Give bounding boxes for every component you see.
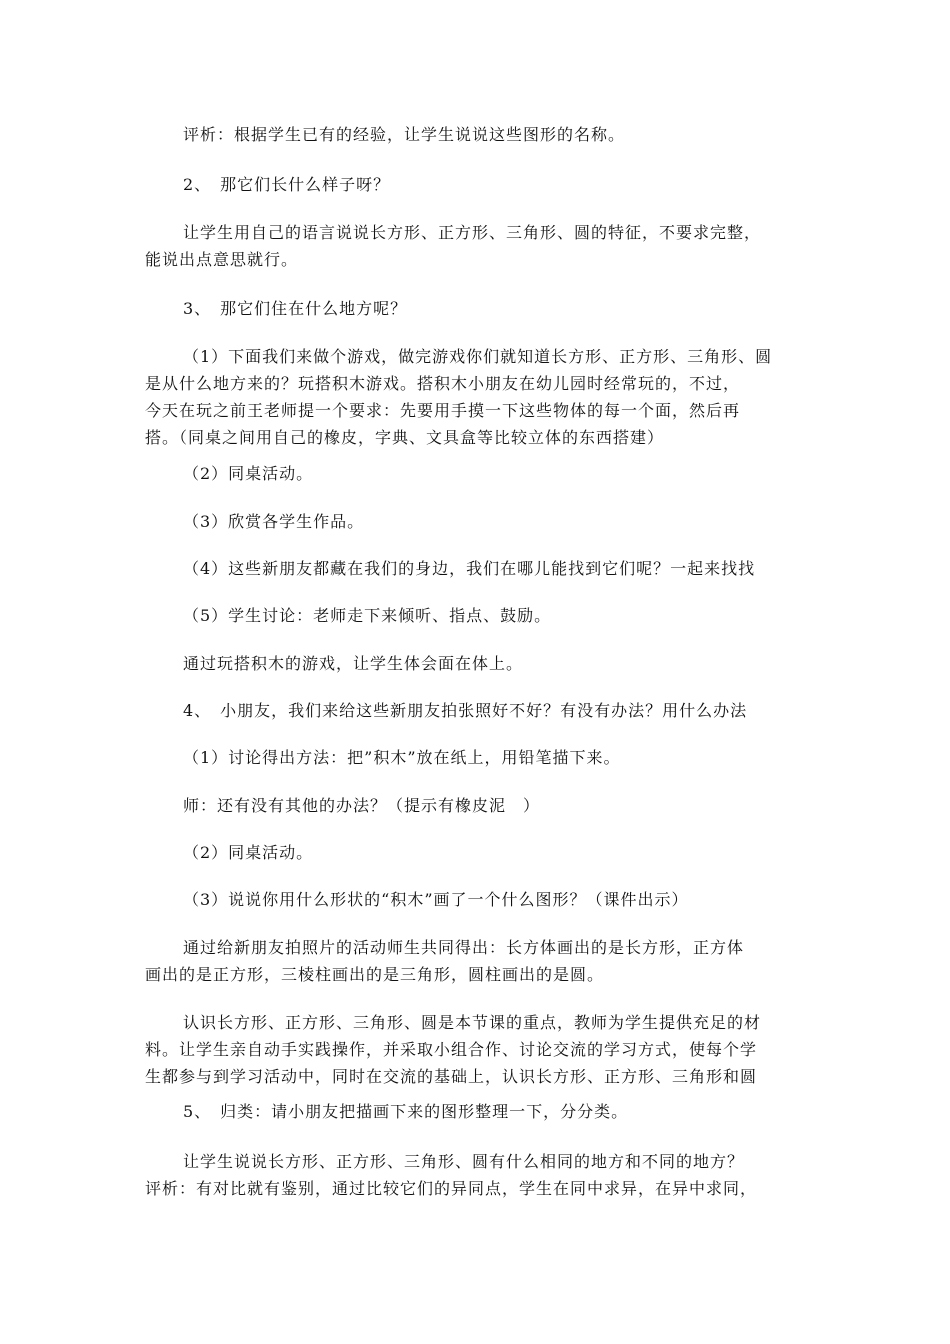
text-line: 认识长方形、正方形、三角形、圆是本节课的重点，教师为学生提供充足的材 xyxy=(183,1013,762,1032)
paragraph-7 xyxy=(145,508,810,535)
text-line: 是从什么地方来的？玩搭积木游戏。搭积木小朋友在幼儿园时经常玩的，不过， xyxy=(145,374,741,393)
paragraph-11 xyxy=(145,697,810,724)
paragraph-18 xyxy=(145,1098,810,1125)
text-line: （3）说说你用什么形状的“积木”画了一个什么图形？（课件出示） xyxy=(183,890,689,909)
paragraph-14 xyxy=(145,839,810,866)
text-line: 3、 那它们住在什么地方呢？ xyxy=(183,299,408,318)
text-line: 料。让学生亲自动手实践操作，并采取小组合作、讨论交流的学习方式，使每个学 xyxy=(145,1040,758,1059)
paragraph-5 xyxy=(145,343,810,451)
text-line: 通过玩搭积木的游戏，让学生体会面在体上。 xyxy=(183,654,524,673)
paragraph-6 xyxy=(145,460,810,487)
text-line: 5、 归类：请小朋友把描画下来的图形整理一下，分分类。 xyxy=(183,1102,629,1121)
text-line: 画出的是正方形，三棱柱画出的是三角形，圆柱画出的是圆。 xyxy=(145,965,605,984)
text-line: 2、 那它们长什么样子呀？ xyxy=(183,175,391,194)
text-line: （1）下面我们来做个游戏，做完游戏你们就知道长方形、正方形、三角形、圆 xyxy=(183,347,773,366)
text-line: 通过给新朋友拍照片的活动师生共同得出：长方体画出的是长方形，正方体 xyxy=(183,938,745,957)
paragraph-4 xyxy=(145,295,810,322)
text-line: 今天在玩之前王老师提一个要求：先要用手摸一下这些物体的每一个面，然后再 xyxy=(145,401,741,420)
paragraph-9 xyxy=(145,602,810,629)
text-line: （1）讨论得出方法：把”积木”放在纸上，用铅笔描下来。 xyxy=(183,748,621,767)
text-line: 让学生说说长方形、正方形、三角形、圆有什么相同的地方和不同的地方？ xyxy=(183,1152,745,1171)
paragraph-3 xyxy=(145,219,810,273)
text-line: 搭。（同桌之间用自己的橡皮，字典、文具盒等比较立体的东西搭建） xyxy=(145,428,665,447)
text-line: 评析：有对比就有鉴别，通过比较它们的异同点，学生在同中求异，在异中求同， xyxy=(145,1179,758,1198)
text-line: 评析：根据学生已有的经验，让学生说说这些图形的名称。 xyxy=(183,125,626,144)
text-line: 4、 小朋友，我们来给这些新朋友拍张照好不好？有没有办法？用什么办法 xyxy=(183,701,748,720)
paragraph-13 xyxy=(145,792,810,819)
text-line: 师：还有没有其他的办法？（提示有橡皮泥 ） xyxy=(183,796,541,815)
paragraph-10 xyxy=(145,650,810,677)
text-line: （3）欣赏各学生作品。 xyxy=(183,512,365,531)
text-line: （2）同桌活动。 xyxy=(183,843,314,862)
paragraph-15 xyxy=(145,886,810,913)
text-line: （2）同桌活动。 xyxy=(183,464,314,483)
paragraph-12 xyxy=(145,744,810,771)
paragraph-1 xyxy=(145,121,810,148)
paragraph-16 xyxy=(145,934,810,988)
text-line: 让学生用自己的语言说说长方形、正方形、三角形、圆的特征，不要求完整， xyxy=(183,223,762,242)
paragraph-2 xyxy=(145,171,810,198)
text-line: 能说出点意思就行。 xyxy=(145,250,299,269)
paragraph-8 xyxy=(145,555,810,582)
paragraph-17 xyxy=(145,1009,810,1090)
text-line: （4）这些新朋友都藏在我们的身边，我们在哪儿能找到它们呢？一起来找找 xyxy=(183,559,756,578)
paragraph-19 xyxy=(145,1148,810,1202)
text-line: （5）学生讨论：老师走下来倾听、指点、鼓励。 xyxy=(183,606,552,625)
text-line: 生都参与到学习活动中，同时在交流的基础上，认识长方形、正方形、三角形和圆 xyxy=(145,1067,758,1086)
